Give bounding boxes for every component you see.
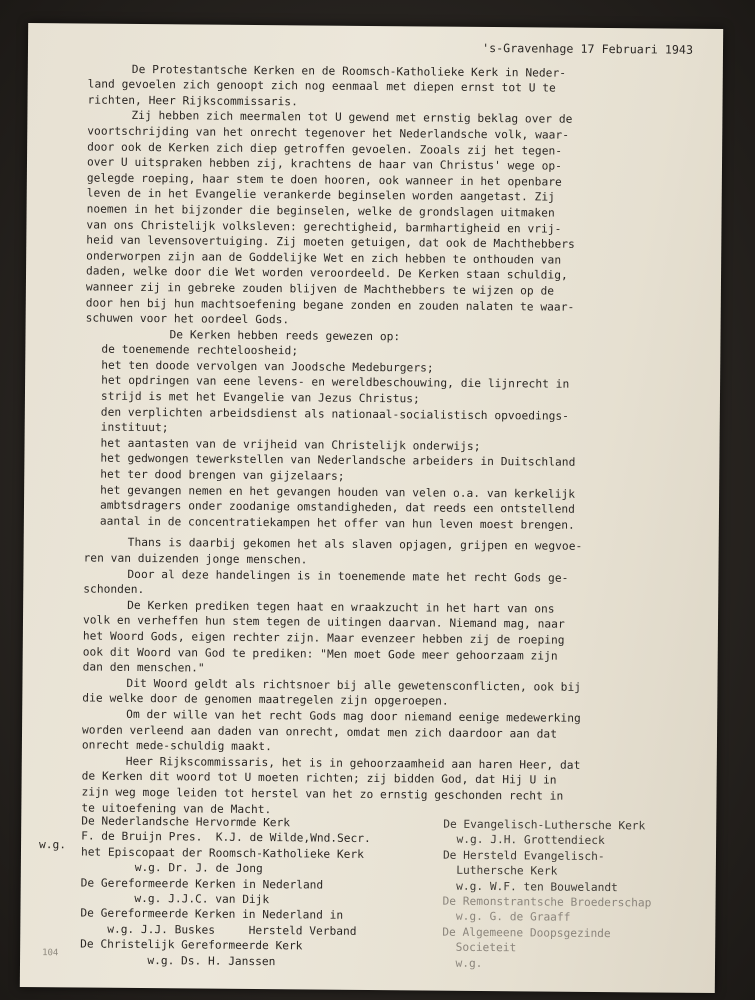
text-line: land gevoelen zich genoopt zich nog eenmaal met diepen ernst tot U te: [87, 77, 556, 95]
signatory-line: het Episcopaat der Roomsch-Katholieke Kerk: [80, 845, 364, 861]
text-line: de Kerken dit woord tot U moeten richten; zij bidden God, dat Hij U in: [81, 769, 557, 787]
text-line: die welke door de genomen maatregelen zijn opgeroepen.: [82, 691, 449, 709]
text-line: leven de in het Evangelie verankerde beginselen worden aangetast. Zij: [86, 186, 555, 204]
list-item: het ter dood brengen van gijzelaars;: [100, 467, 345, 483]
paragraph-3: [83, 535, 698, 572]
list-item-continuation: ambtsdragers onder zoodanige omstandigheden, dat reeds een ontstellend: [99, 498, 576, 516]
text-line: Heer Rijkscommissaris, het is in gehoorzaamheid aan haren Heer, dat: [125, 754, 581, 772]
paragraph-1: [87, 61, 702, 113]
signatories-right: [442, 817, 703, 973]
signatory-line: w.g. Dr. J. de Jong: [80, 860, 263, 876]
signatory-line: w.g. J.J.C. van Dijk: [80, 891, 270, 907]
text-line: Thans is daarbij gekomen het als slaven opjagen, grijpen en wegvoe-: [127, 536, 583, 554]
paragraph-7: [82, 706, 697, 758]
signatory-line: De Algemeene Doopsgezinde: [442, 925, 611, 940]
text-line: daden, welke door die Wet worden veroordeeld. De Kerken staan schuldig,: [85, 264, 568, 283]
text-line: heid van levensovertuiging. Zij moeten getuigen, dat ook de Machthebbers: [86, 233, 575, 251]
list-item: het gedwongen tewerkstellen van Nederlandsche arbeiders in Duitschland: [100, 452, 576, 470]
wg-label: w.g.: [38, 838, 67, 852]
signatory-line: w.g.: [441, 956, 483, 970]
list-item: den verplichten arbeidsdienst als nationaal-socialistisch opvoedings-: [100, 405, 570, 423]
signatory-line: De Nederlandsche Hervormde Kerk: [81, 814, 291, 830]
signatory-line: De Gereformeerde Kerken in Nederland: [80, 876, 324, 892]
text-line: richten, Heer Rijkscommissaris.: [87, 93, 298, 109]
signatory-line: Societeit: [442, 940, 517, 955]
text-line: over U uitspraken hebben zij, krachtens de haar van Christus' wege op-: [86, 155, 563, 173]
text-line: wanneer zij in gebreke zouden blijven de Machthebbers te wijzen op de: [85, 280, 555, 298]
text-line: Door al deze handelingen is in toenemende mate het recht Gods ge-: [127, 567, 569, 585]
paragraph-2: [86, 108, 703, 332]
text-line: Dit Woord geldt als richtsnoer bij alle gewetensconflicten, ook bij: [126, 676, 582, 694]
page-number: 104: [42, 948, 59, 959]
list-intro: De Kerken hebben reeds gewezen op:: [169, 327, 401, 343]
list-item: de toenemende rechteloosheid;: [101, 342, 299, 358]
text-line: door ook de Kerken zich diep getroffen gevoelen. Zooals zij het tegen-: [87, 140, 563, 158]
list-item-continuation: aantal in de concentratiekampen het offer van hun leven moest brengen.: [99, 514, 575, 532]
letter-body: [81, 38, 703, 821]
list-item-continuation: strijd is met het Evangelie van Jezus Christus;: [100, 389, 420, 406]
document-sheet: [20, 23, 723, 993]
text-line: worden verleend aan daden van onrecht, omdat men zich daardoor aan dat: [81, 723, 558, 741]
text-line: dan den menschen.": [82, 660, 205, 675]
signatory-line: De Christelijk Gereformeerde Kerk: [80, 937, 303, 953]
text-line: Zij hebben zich meermalen tot U gewend met ernstig beklag over de: [131, 109, 573, 127]
text-line: onrecht mede-schuldig maakt.: [81, 738, 272, 754]
text-line: ren van duizenden jonge menschen.: [83, 551, 308, 567]
text-line: De Protestantsche Kerken en de Roomsch-Katholieke Kerk in Neder-: [131, 62, 567, 80]
signatory-line: De Gereformeerde Kerken in Nederland in: [80, 906, 344, 923]
signatory-line: Luthersche Kerk: [442, 863, 558, 878]
text-line: van ons Christelijk volksleven: gerechtigheid, barmhartigheid en vrij-: [86, 218, 562, 236]
text-line: De Kerken prediken tegen haat en wraakzucht in het hart van ons: [127, 598, 555, 616]
text-line: door hen bij hun machtsoefening begane zonden en zouden nalaten te waar-: [85, 295, 575, 314]
letter-date: 's-Gravenhage 17 Februari 1943: [482, 40, 694, 57]
paragraph-8: [81, 753, 697, 821]
signatory-line: w.g. J.J. Buskes Hersteld Verband: [80, 922, 357, 938]
signatory-line: w.g. W.F. ten Bouwelandt: [442, 879, 618, 894]
list-item: het opdringen van eene levens- en wereldbeschouwing, die lijnrecht in: [101, 374, 570, 392]
text-line: volk en verheffen hun stem tegen de uitingen daarvan. Niemand mag, naar: [82, 613, 565, 632]
list-item: het aantasten van de vrijheid van Christelijk onderwijs;: [100, 436, 481, 453]
text-line: ook dit Woord van God te prediken: "Men moet Gode meer gehoorzaam zijn: [82, 645, 558, 663]
text-line: schuwen voor het oordeel Gods.: [85, 311, 290, 327]
text-line: noemen in het bijzonder die beginselen, welke de grondslagen uitmaken: [86, 202, 555, 220]
signatories-left: [80, 813, 441, 970]
signatory-line: w.g. G. de Graaff: [442, 910, 571, 925]
signatory-line: De Evangelisch-Luthersche Kerk: [443, 817, 646, 833]
signatory-line: De Hersteld Evangelisch-: [442, 848, 605, 863]
list-item: het ten doode vervolgen van Joodsche Medeburgers;: [101, 358, 434, 375]
grievance-list: [84, 342, 701, 534]
text-line: het Woord Gods, eigen rechter zijn. Maar evenzeer hebben zij de roeping: [82, 629, 565, 647]
signatory-line: F. de Bruijn Pres. K.J. de Wilde,Wnd.Secr.: [81, 829, 371, 846]
signatory-line: w.g. Ds. H. Janssen: [79, 953, 276, 968]
text-line: schonden.: [83, 582, 145, 597]
text-line: te uitoefening van de Macht.: [81, 800, 272, 816]
text-line: zijn weg moge leiden tot herstel van het zo ernstig geschonden recht in: [81, 785, 564, 803]
paragraph-5: [83, 597, 699, 680]
text-line: gelegde roeping, haar stem te doen hooren, ook wanneer in het openbare: [86, 171, 562, 189]
list-item: het gevangen nemen en het gevangen houden van velen o.a. van kerkelijk: [100, 483, 576, 501]
list-item-continuation: instituut;: [100, 420, 169, 435]
text-line: Om der wille van het recht Gods mag door niemand eenige medewerking: [126, 707, 581, 725]
text-line: voortschrijding van het onrecht tegenover het Nederlandsche volk, waar-: [87, 124, 570, 142]
signatory-line: w.g. J.H. Grottendieck: [443, 833, 605, 848]
signatory-line: De Remonstrantsche Broederschap: [442, 894, 652, 910]
text-line: onderworpen zijn aan de Goddelijke Wet en zich hebben te onthouden van: [86, 249, 562, 267]
